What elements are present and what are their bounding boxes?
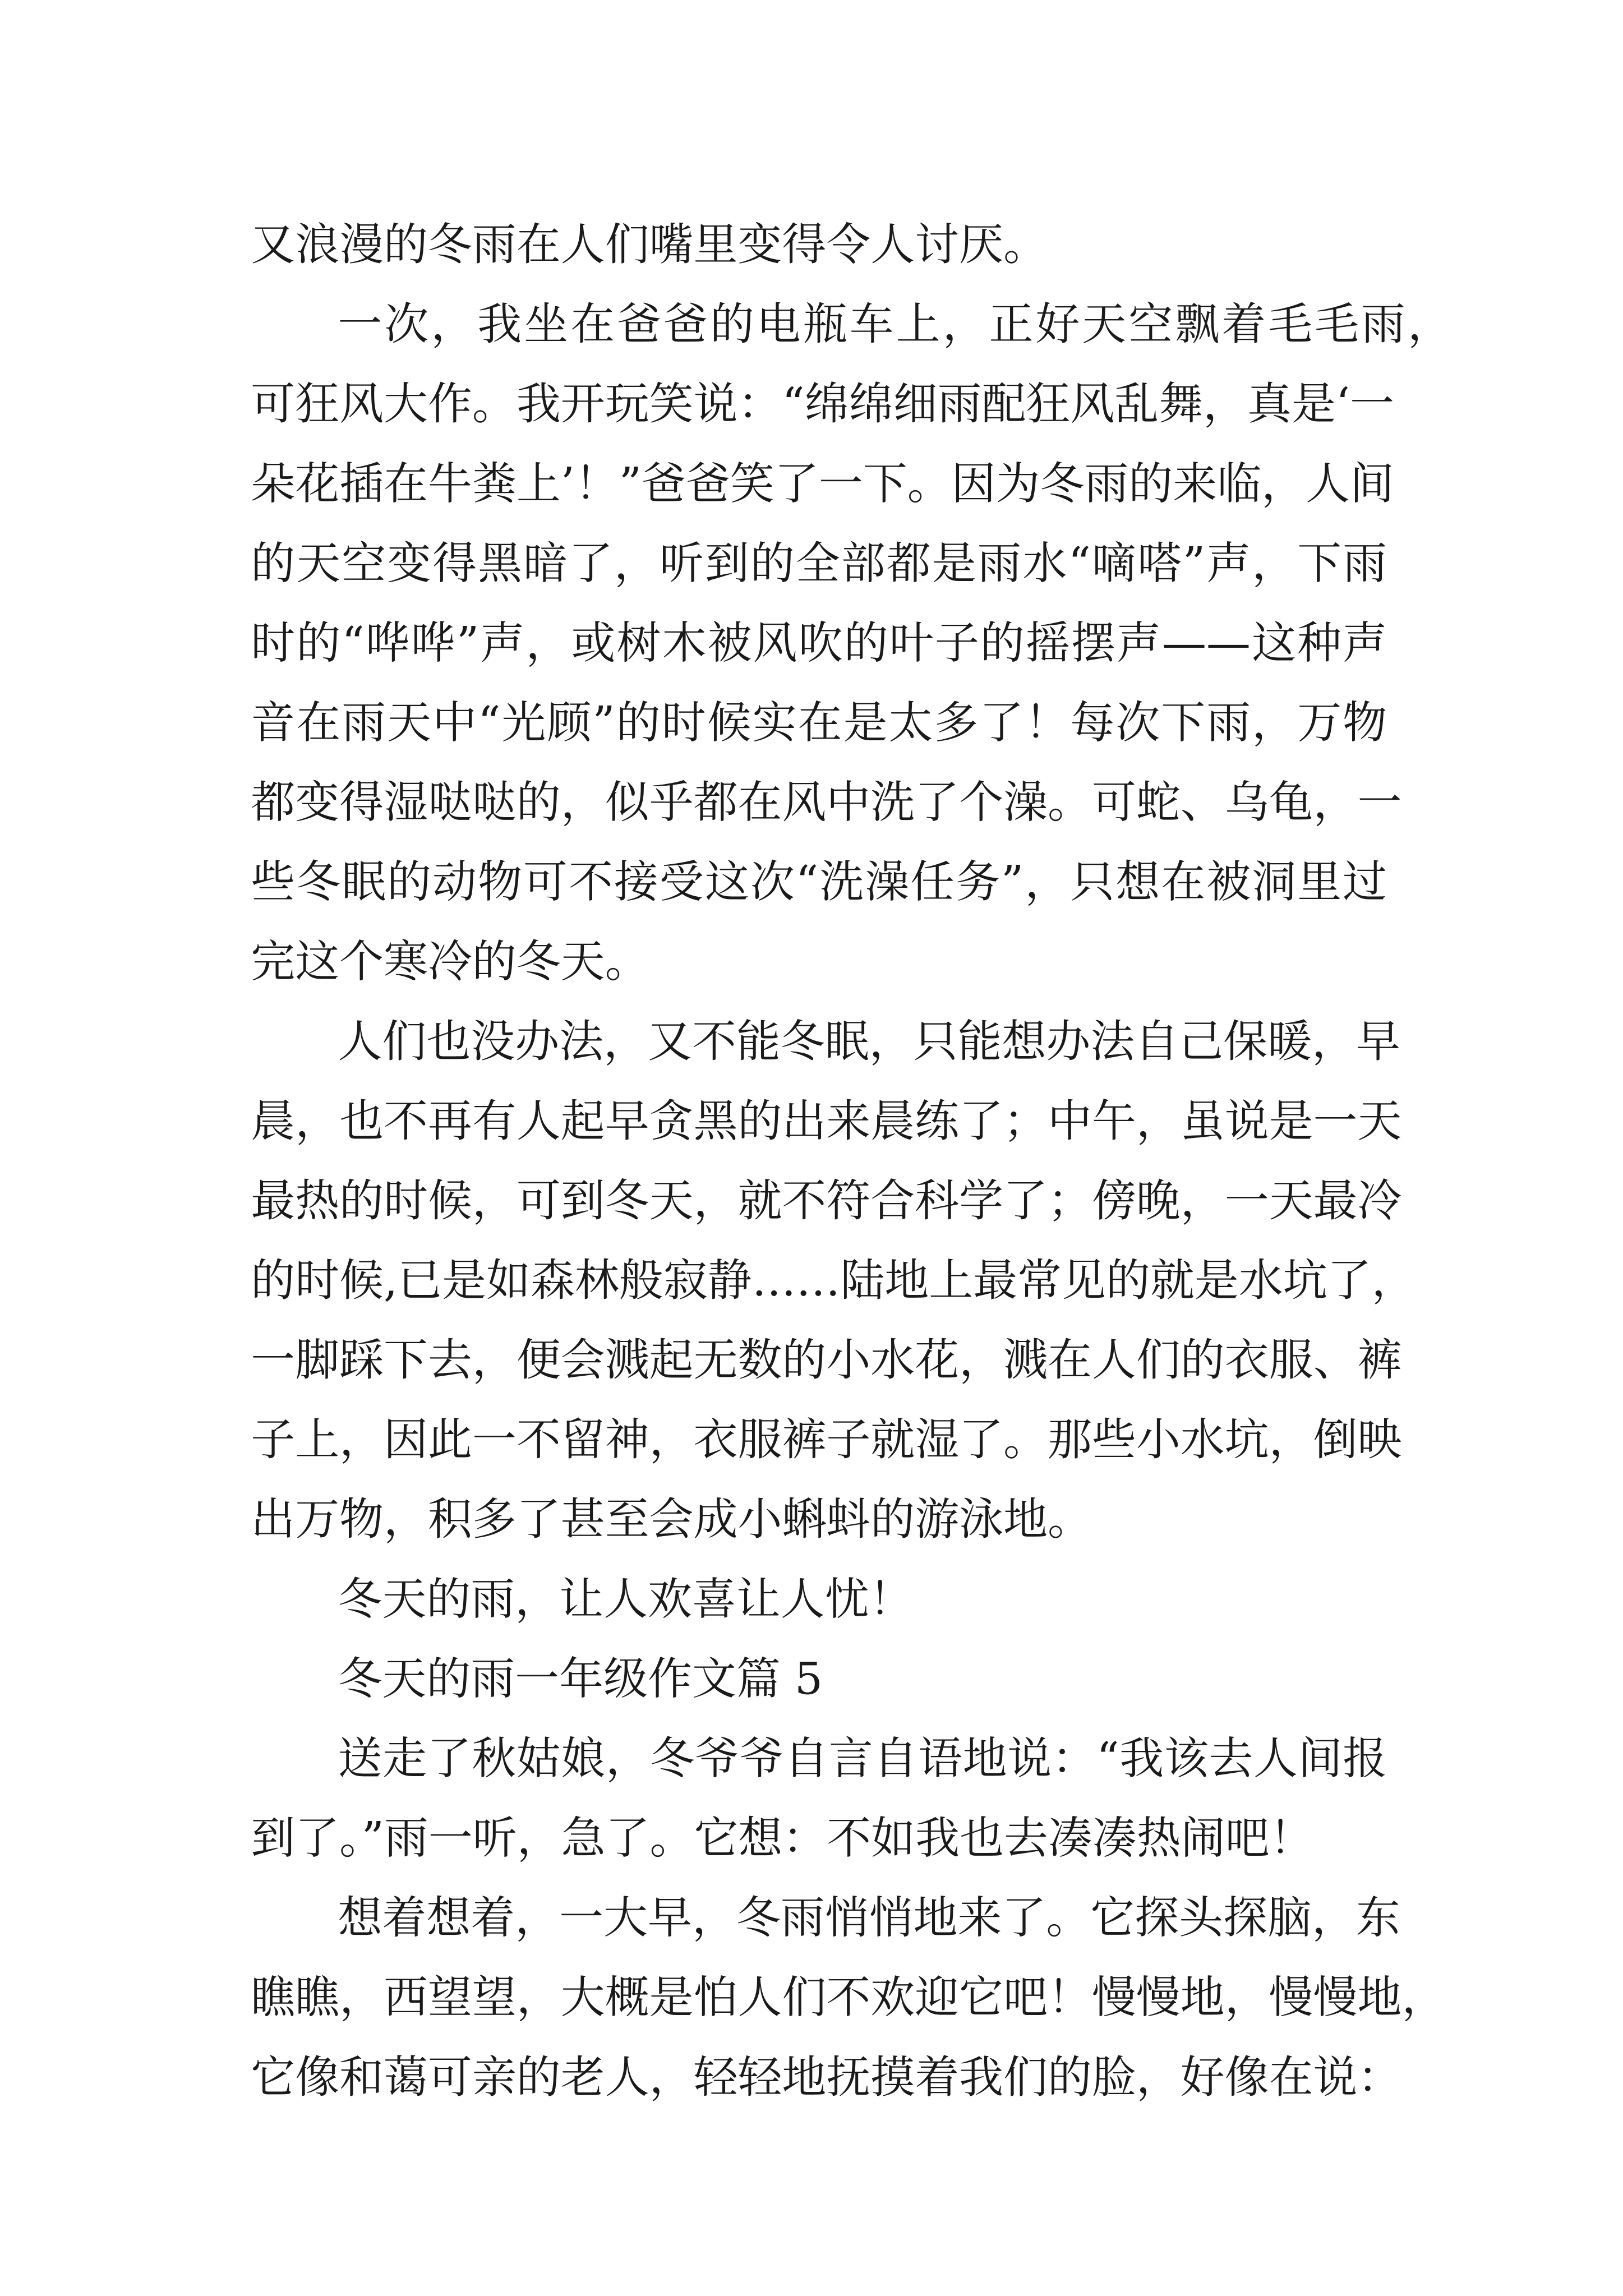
text-line: 可狂风大作。我开玩笑说：“绵绵细雨配狂风乱舞，真是‘一 [251,379,1394,431]
section-heading: 冬天的雨一年级作文篇 5 [338,1654,823,1706]
text-line: 音在雨天中“光顾”的时候实在是太多了！每次下雨，万物 [251,698,1387,750]
text-line: 朵花插在牛粪上’！”爸爸笑了一下。因为冬雨的来临，人间 [251,459,1394,511]
text-line: 瞧瞧，西望望，大概是怕人们不欢迎它吧！慢慢地，慢慢地， [251,1972,1446,2025]
text-line: 到了。”雨一听，急了。它想：不如我也去凑凑热闹吧！ [251,1813,1314,1865]
text-line: 最热的时候，可到冬天，就不符合科学了；傍晚，一天最冷 [251,1175,1402,1228]
text-line: 的时候,已是如森林般寂静……陆地上最常见的就是水坑了， [251,1255,1416,1308]
text-line: 些冬眠的动物可不接受这次“洗澡任务”，只想在被洞里过 [251,857,1387,909]
text-line: 出万物，积多了甚至会成小蝌蚪的游泳地。 [251,1495,1092,1547]
text-line: 的天空变得黑暗了，听到的全部都是雨水“嘀嗒”声，下雨 [251,538,1387,591]
text-line: 又浪漫的冬雨在人们嘴里变得令人讨厌。 [251,220,1048,272]
text-line: 晨，也不再有人起早贪黑的出来晨练了；中午，虽说是一天 [251,1096,1402,1148]
text-line: 都变得湿哒哒的，似乎都在风中洗了个澡。可蛇、乌龟，一 [251,777,1402,829]
text-line: 时的“哗哗”声，或树木被风吹的叶子的摇摆声——这种声 [251,618,1387,670]
text-line: 它像和蔼可亲的老人，轻轻地抚摸着我们的脸，好像在说： [251,2052,1402,2104]
text-line: 子上，因此一不留神，衣服裤子就湿了。那些小水坑，倒映 [251,1415,1402,1467]
text-line: 完这个寒冷的冬天。 [251,937,649,989]
text-line: 人们也没办法，又不能冬眠，只能想办法自己保暖，早 [338,1016,1400,1068]
text-line: 一脚踩下去，便会溅起无数的小水花，溅在人们的衣服、裤 [251,1335,1402,1387]
text-line: 想着想着，一大早，冬雨悄悄地来了。它探头探脑，东 [338,1893,1400,1945]
text-line: 送走了秋姑娘，冬爷爷自言自语地说：“我该去人间报 [338,1733,1387,1786]
text-line: 冬天的雨，让人欢喜让人忧！ [338,1574,914,1626]
text-line: 一次，我坐在爸爸的电瓶车上，正好天空飘着毛毛雨， [338,299,1452,352]
